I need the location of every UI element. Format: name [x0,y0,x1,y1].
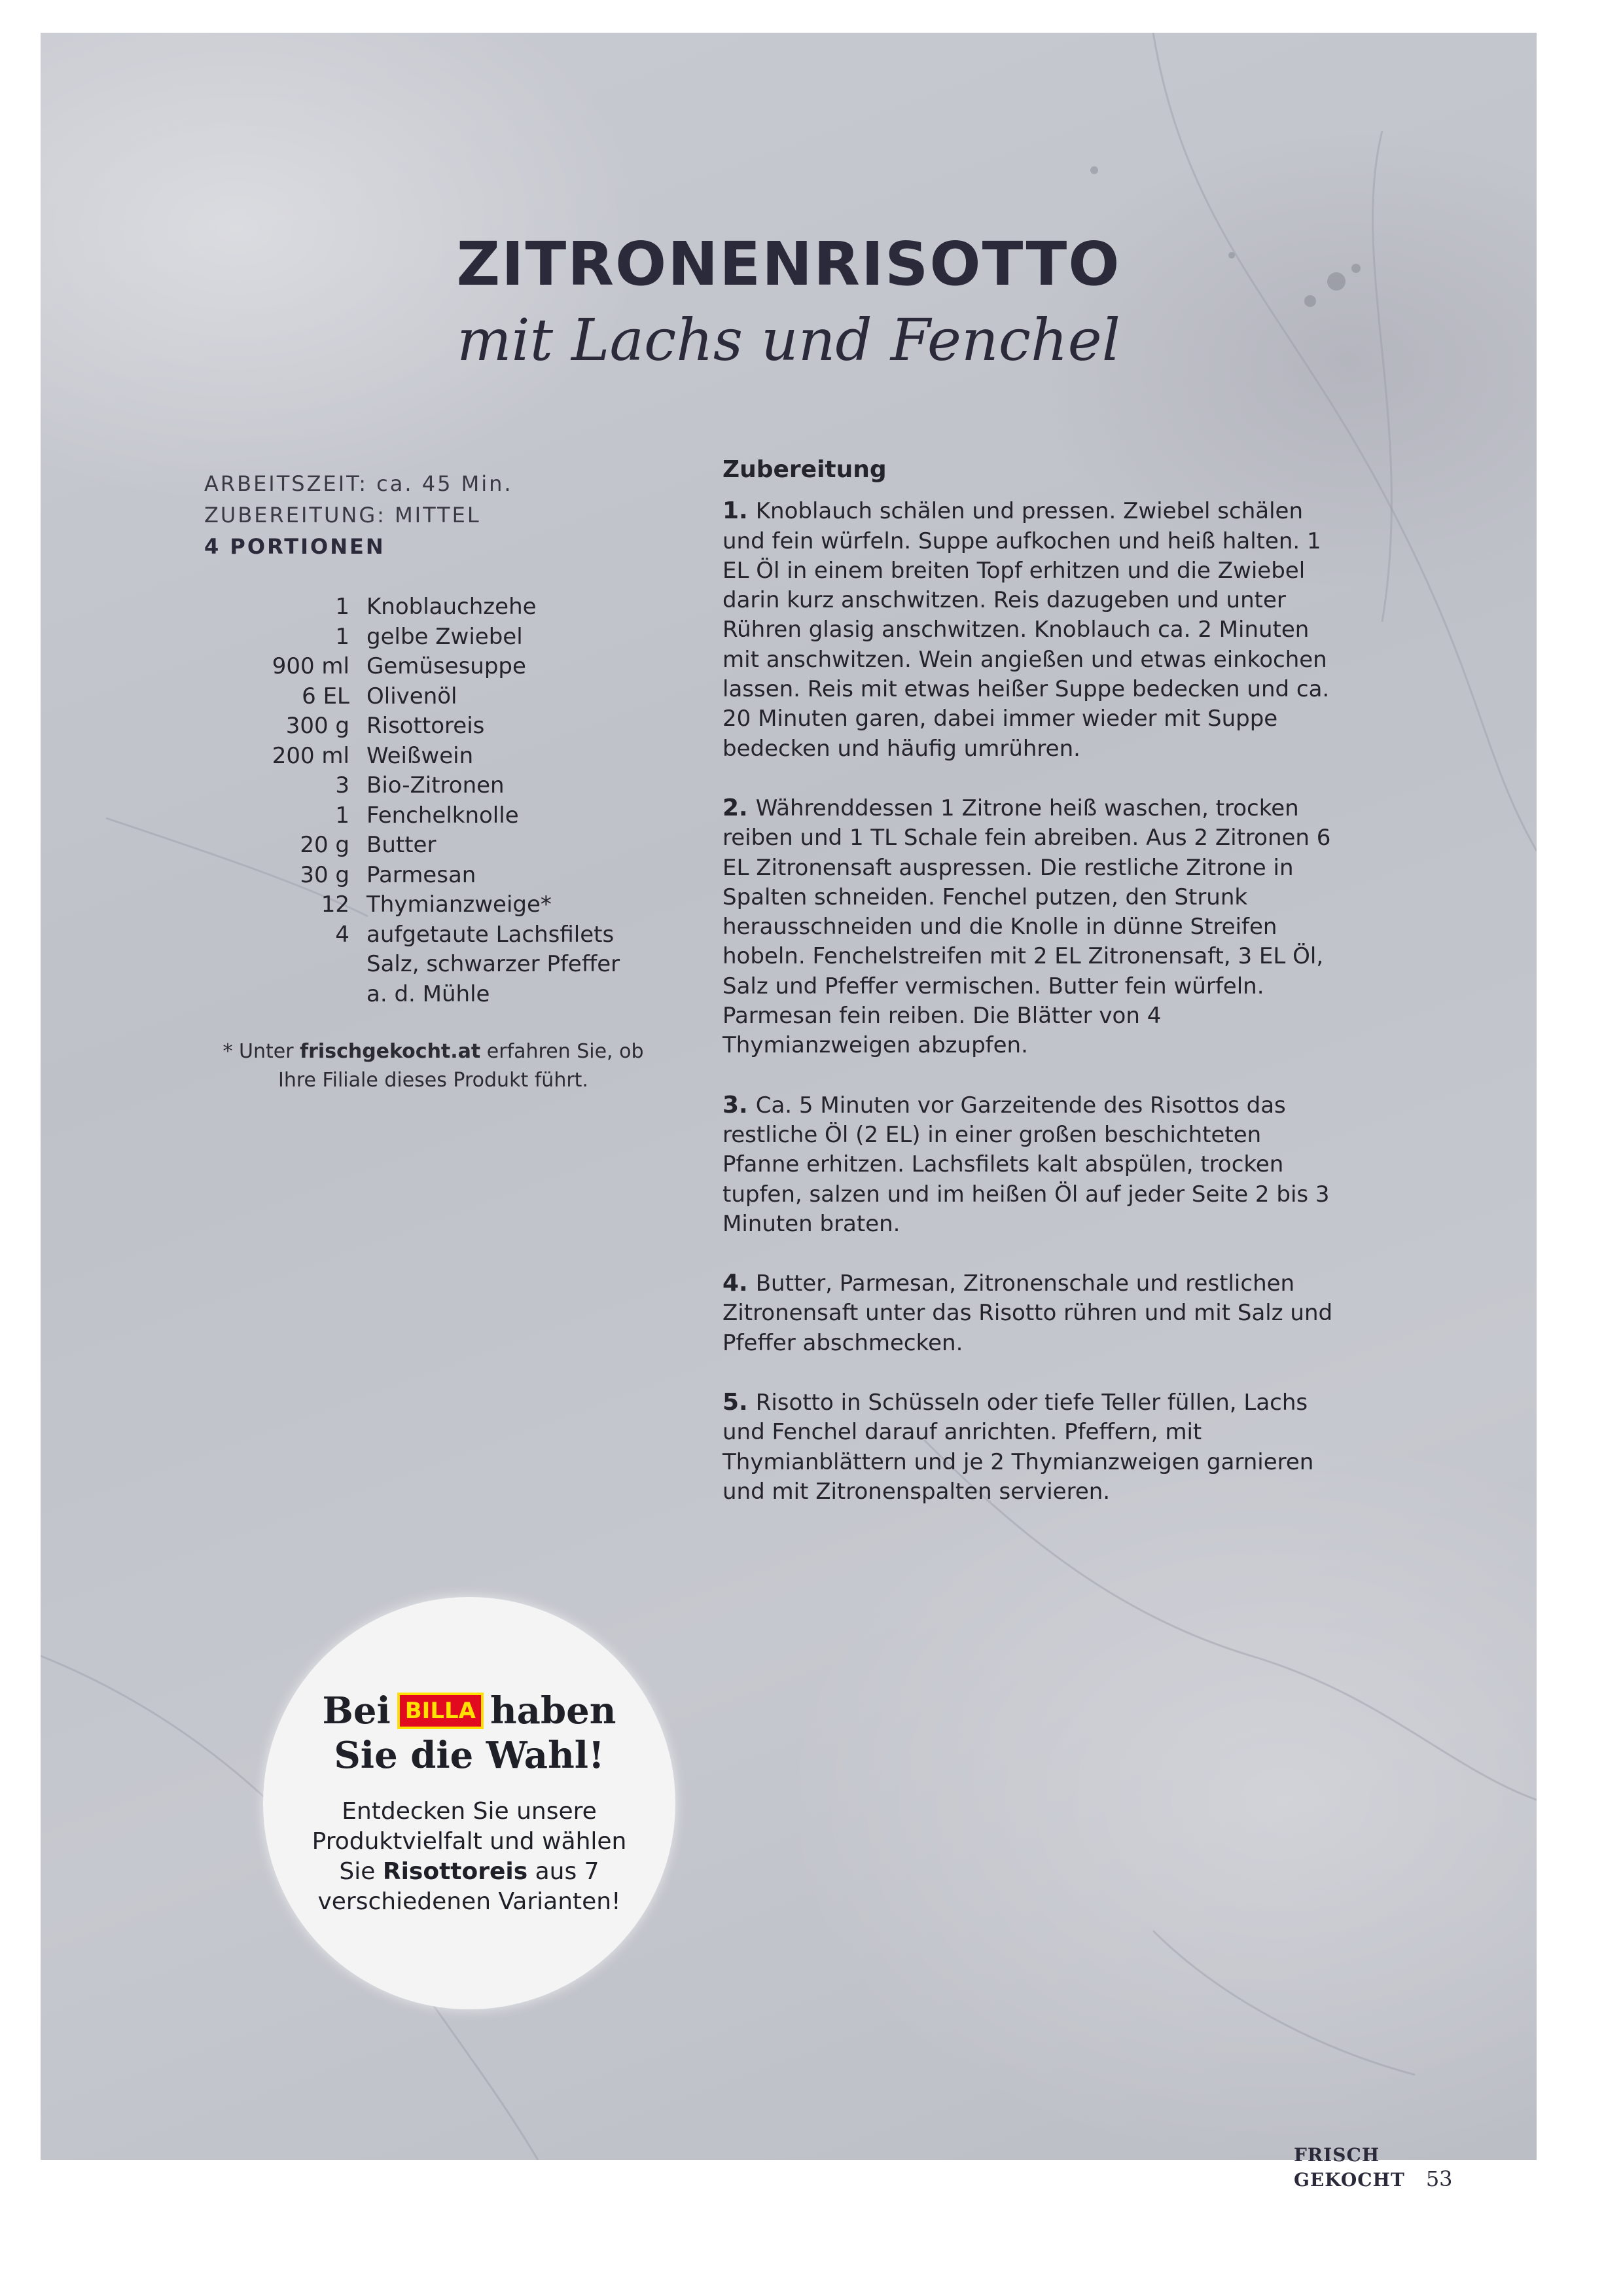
ingredient-name: Salz, schwarzer Pfeffer [366,951,620,977]
portions: 4 PORTIONEN [204,534,385,559]
preparation-step [722,1268,1338,1358]
ingredient-name: a. d. Mühle [366,980,490,1007]
page-number: 53 [1425,2166,1453,2191]
difficulty: ZUBEREITUNG: MITTEL [204,503,481,528]
ingredient-row [204,920,662,950]
ingredient-name: Bio-Zitronen [366,772,505,798]
footnote-prefix: * Unter [223,1040,300,1063]
step-number: 5. [722,1389,748,1416]
step-text: Butter, Parmesan, Zitronenschale und restlichen Zitronensaft unter das Risotto rühren und mit Salz und Pfeffer abschmecken. [722,1270,1333,1356]
ingredient-amount: 1 [335,623,349,650]
preparation-heading: Zubereitung [722,456,887,483]
ingredient-name: aufgetaute Lachsfilets [366,921,615,948]
ingredient-amount: 12 [321,891,349,918]
ingredient-name: Thymianzweige* [366,891,552,918]
ingredient-name: Parmesan [366,861,476,888]
promo-body-bold: Risottoreis [382,1858,528,1885]
ingredient-row [204,861,662,891]
step-text: Risotto in Schüsseln oder tiefe Teller füllen, Lachs und Fenchel darauf anrichten. Pfeffern, mit Thymianblättern und je 2 Thymianzweigen garnieren und mit Zitronenspalten servieren. [722,1390,1314,1505]
ingredient-name: Fenchelknolle [366,802,519,829]
ingredient-amount: 20 g [300,832,349,858]
preparation-step [722,1388,1338,1507]
ingredient-row [204,801,662,831]
ingredient-amount [204,980,366,1010]
preparation-step [722,793,1338,1061]
ingredient-row [204,711,662,742]
ingredient-amount: 3 [335,772,349,798]
step-text: Knoblauch schälen und pressen. Zwiebel schälen und fein würfeln. Suppe aufkochen und heiß halten. 1 EL Öl in einem breiten Topf erhitzen und die Zwiebel darin kurz anschwitzen. Reis dazugeben und unter Rühren glasig anschwitzen. Knoblauch ca. 2 Minuten mit anschwitzen. Wein angießen und etwas einkochen lassen. Reis mit etwas heißer Suppe bedecken und ca. 20 Minuten garen, dabei immer wieder mit Suppe bedecken und häufig umrühren. [722,498,1330,762]
ingredient-amount: 900 ml [272,653,349,679]
ingredient-name: Gemüsesuppe [366,653,526,679]
magazine-page [41,33,1537,2191]
ingredient-row [204,890,662,920]
ingredient-amount: 300 g [285,713,349,739]
ingredient-row [204,742,662,772]
ingredient-name: Weißwein [366,742,474,769]
recipe-subtitle: mit Lachs und Fenchel [457,306,1120,374]
ingredient-row [204,771,662,801]
ingredient-name: Knoblauchzehe [366,594,537,620]
promo-head-suffix: haben [490,1689,616,1732]
ingredient-row [204,652,662,682]
ingredient-amount: 1 [335,594,349,620]
preparation-section [722,455,1338,1536]
ingredient-amount [204,950,366,980]
work-time: ARBEITSZEIT: ca. 45 Min. [204,471,513,496]
ingredient-row [204,831,662,861]
ingredient-name: Risottoreis [366,713,485,739]
promo-headline [263,1689,675,1778]
recipe-title: ZITRONENRISOTTO [456,229,1121,299]
promo-badge [263,1597,675,2009]
ingredient-amount: 1 [335,802,349,829]
footnote-link: frischgekocht.at [300,1040,481,1063]
magazine-name: FRISCH GEKOCHT [1294,2144,1405,2191]
preparation-steps [722,496,1338,1507]
promo-headline-line1 [263,1689,675,1733]
step-number: 4. [722,1270,748,1297]
recipe-meta [204,468,513,562]
ingredient-amount: 200 ml [272,742,349,769]
ingredient-amount: 4 [335,921,349,948]
promo-head-prefix: Bei [322,1689,391,1732]
ingredient-row [204,592,662,622]
promo-headline-line2: Sie die Wahl! [334,1734,605,1777]
ingredient-row [204,950,662,980]
ingredient-name: Olivenöl [366,683,457,709]
ingredient-list [204,592,662,1009]
footnote-suffix: erfahren Sie, ob Ihre Filiale dieses Produkt führt. [278,1040,644,1092]
step-text: Ca. 5 Minuten vor Garzeitende des Risottos das restliche Öl (2 EL) in einer großen beschichteten Pfanne erhitzen. Lachsfilets kalt abspülen, trocken tupfen, salzen und im heißen Öl auf jeder Seite 2 bis 3 Minuten braten. [722,1092,1330,1237]
promo-body-line2: aus 7 verschiedenen Varianten! [317,1858,621,1915]
preparation-step [722,496,1338,764]
ingredient-name: Butter [366,832,437,858]
ingredient-amount: 6 EL [302,683,349,709]
ingredient-name: gelbe Zwiebel [366,623,523,650]
step-number: 3. [722,1091,748,1119]
step-number: 1. [722,497,748,525]
ingredient-amount: 30 g [300,861,349,888]
footnote [204,1037,662,1095]
promo-body [299,1797,639,1917]
promo-body-line1: Entdecken Sie unsere Produktvielfalt und wählen Sie [312,1798,627,1885]
preparation-step [722,1090,1338,1239]
billa-logo: BILLA [397,1693,484,1729]
ingredient-row [204,682,662,712]
page-footer [1294,2144,1537,2191]
step-text: Währenddessen 1 Zitrone heiß waschen, trocken reiben und 1 TL Schale fein abreiben. Aus 2 Zitronen 6 EL Zitronensaft auspressen. Die restliche Zitrone in Spalten schneiden. Fenchel putzen, den Strunk herausschneiden und die Knolle in dünne Streifen hobeln. Fenchelstreifen mit 2 EL Zitronensaft, 3 EL Öl, Salz und Pfeffer vermischen. Butter fein würfeln. Parmesan fein reiben. Die Blätter von 4 Thymianzweigen abzupfen. [722,795,1331,1059]
ingredient-row [204,622,662,653]
step-number: 2. [722,794,748,821]
ingredient-row [204,980,662,1010]
